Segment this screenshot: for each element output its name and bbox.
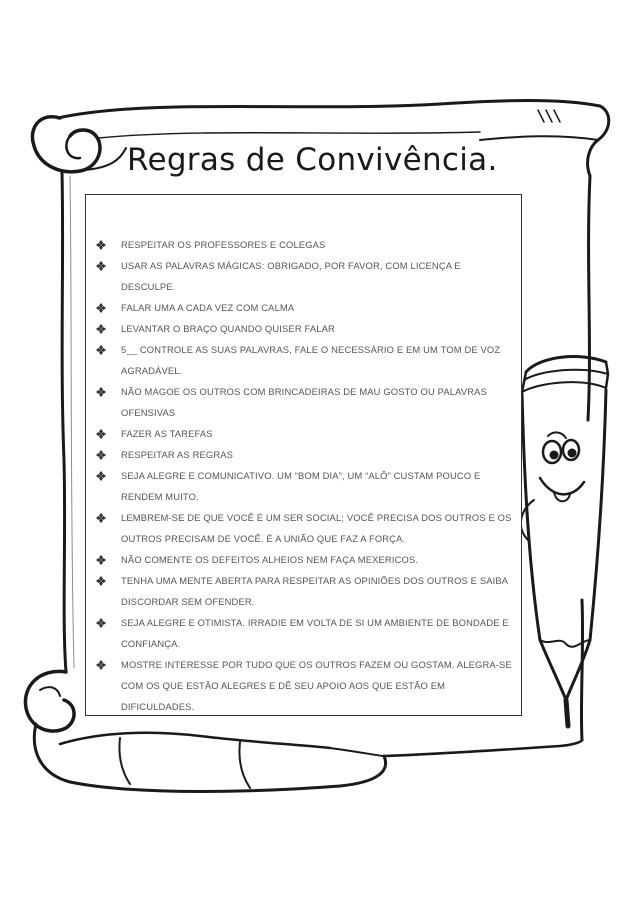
rules-list	[94, 234, 518, 717]
list-item	[94, 549, 518, 570]
list-item	[94, 465, 518, 507]
rule-text: LEMBREM-SE DE QUE VOCÊ É UM SER SOCIAL; VOCÊ PRECISA DOS OUTROS E OS OUTROS PRECISAM DE VOCÊ. É A UNIÃO QUE FAZ A FORÇA.	[121, 512, 512, 544]
list-item	[94, 234, 518, 255]
list-item	[94, 297, 518, 318]
rule-text: RESPEITAR AS REGRAS	[121, 449, 234, 460]
diamond-bullet-icon	[96, 513, 106, 523]
diamond-bullet-icon	[96, 240, 106, 250]
rules-box	[85, 194, 522, 716]
rule-text: LEVANTAR O BRAÇO QUANDO QUISER FALAR	[121, 323, 335, 334]
list-item	[94, 423, 518, 444]
list-item	[94, 381, 518, 423]
diamond-bullet-icon	[96, 429, 106, 439]
diamond-bullet-icon	[96, 618, 106, 628]
rule-text: SEJA ALEGRE E OTIMISTA. IRRADIE EM VOLTA DE SI UM AMBIENTE DE BONDADE E CONFIANÇA.	[121, 617, 509, 649]
diamond-bullet-icon	[96, 576, 106, 586]
list-item	[94, 654, 518, 717]
list-item	[94, 318, 518, 339]
page-title: Regras de Convivência.	[127, 142, 498, 178]
rule-text: MOSTRE INTERESSE POR TUDO QUE OS OUTROS FAZEM OU GOSTAM. ALEGRA-SE COM OS QUE ESTÃO ALEGRES E DÊ SEU APOIO AOS QUE ESTÃO EM DIFICULDADES.	[121, 659, 512, 712]
rule-text: 5__ CONTROLE AS SUAS PALAVRAS, FALE O NECESSÁRIO E EM UM TOM DE VOZ AGRADÁVEL.	[121, 344, 501, 376]
diamond-bullet-icon	[96, 261, 106, 271]
list-item	[94, 444, 518, 465]
diamond-bullet-icon	[96, 303, 106, 313]
rule-text: TENHA UMA MENTE ABERTA PARA RESPEITAR AS OPINIÕES DOS OUTROS E SAIBA DISCORDAR SEM OFENDER.	[121, 575, 508, 607]
list-item	[94, 570, 518, 612]
diamond-bullet-icon	[96, 471, 106, 481]
scroll-left-edge	[62, 172, 66, 672]
rule-text: FAZER AS TAREFAS	[121, 428, 213, 439]
list-item	[94, 507, 518, 549]
rule-text: RESPEITAR OS PROFESSORES E COLEGAS	[121, 239, 326, 250]
diamond-bullet-icon	[96, 450, 106, 460]
diamond-bullet-icon	[96, 555, 106, 565]
pencil-character-illustration	[521, 357, 608, 726]
list-item	[94, 612, 518, 654]
rule-text: SEJA ALEGRE E COMUNICATIVO. UM “BOM DIA”, UM “ALÔ” CUSTAM POUCO E RENDEM MUITO.	[121, 470, 481, 502]
rule-text: NÃO MAGOE OS OUTROS COM BRINCADEIRAS DE MAU GOSTO OU PALAVRAS OFENSIVAS	[121, 386, 487, 418]
diamond-bullet-icon	[96, 387, 106, 397]
rule-text: NÃO COMENTE OS DEFEITOS ALHEIOS NEM FAÇA MEXERICOS.	[121, 554, 419, 565]
list-item	[94, 255, 518, 297]
diamond-bullet-icon	[96, 660, 106, 670]
list-item	[94, 339, 518, 381]
diamond-bullet-icon	[96, 345, 106, 355]
rule-text: USAR AS PALAVRAS MÁGICAS: OBRIGADO, POR FAVOR, COM LICENÇA E DESCULPE.	[121, 260, 461, 292]
diamond-bullet-icon	[96, 324, 106, 334]
rule-text: FALAR UMA A CADA VEZ COM CALMA	[121, 302, 295, 313]
